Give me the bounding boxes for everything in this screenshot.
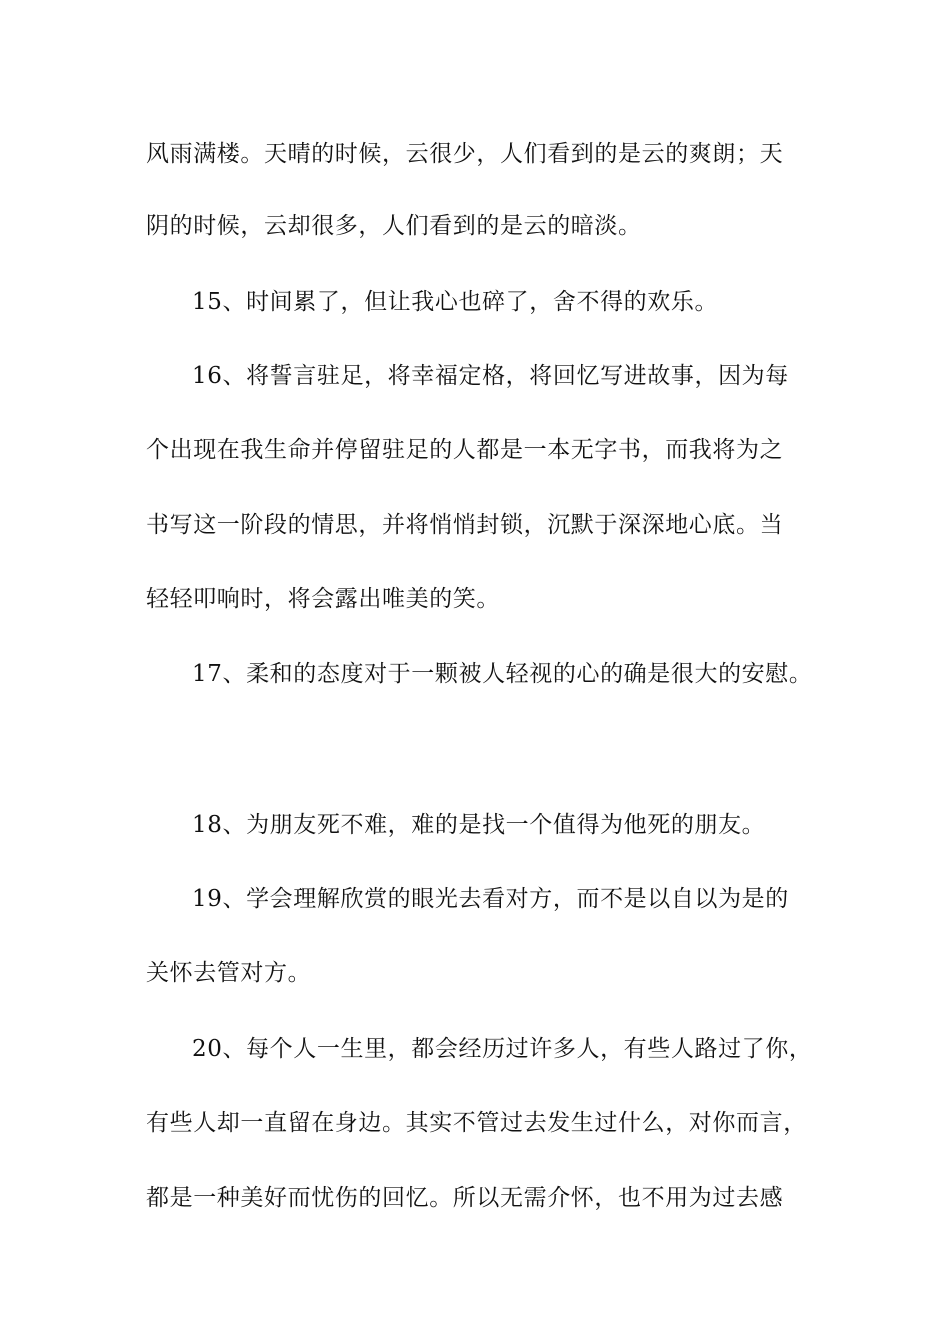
text-line: 关怀去管对方。 — [146, 960, 312, 986]
text-line: 轻轻叩响时，将会露出唯美的笑。 — [146, 586, 500, 612]
paragraph-20: 20、每个人一生里，都会经历过许多人，有些人路过了你， — [192, 1036, 813, 1062]
text-line: 风雨满楼。天晴的时候，云很少，人们看到的是云的爽朗；天 — [146, 141, 784, 167]
text-line: 阴的时候，云却很多，人们看到的是云的暗淡。 — [146, 213, 642, 239]
text-line: 有些人却一直留在身边。其实不管过去发生过什么，对你而言， — [146, 1110, 807, 1136]
text-line: 书写这一阶段的情思，并将悄悄封锁，沉默于深深地心底。当 — [146, 512, 784, 538]
paragraph-17: 17、柔和的态度对于一颗被人轻视的心的确是很大的安慰。 — [192, 661, 813, 687]
paragraph-19: 19、学会理解欣赏的眼光去看对方，而不是以自以为是的 — [192, 886, 789, 912]
paragraph-16: 16、将誓言驻足，将幸福定格，将回忆写进故事，因为每 — [192, 363, 789, 389]
text-line: 个出现在我生命并停留驻足的人都是一本无字书，而我将为之 — [146, 437, 784, 463]
paragraph-15: 15、时间累了，但让我心也碎了，舍不得的欢乐。 — [192, 289, 719, 315]
paragraph-18: 18、为朋友死不难，难的是找一个值得为他死的朋友。 — [192, 812, 766, 838]
text-line: 都是一种美好而忧伤的回忆。所以无需介怀，也不用为过去感 — [146, 1185, 784, 1211]
